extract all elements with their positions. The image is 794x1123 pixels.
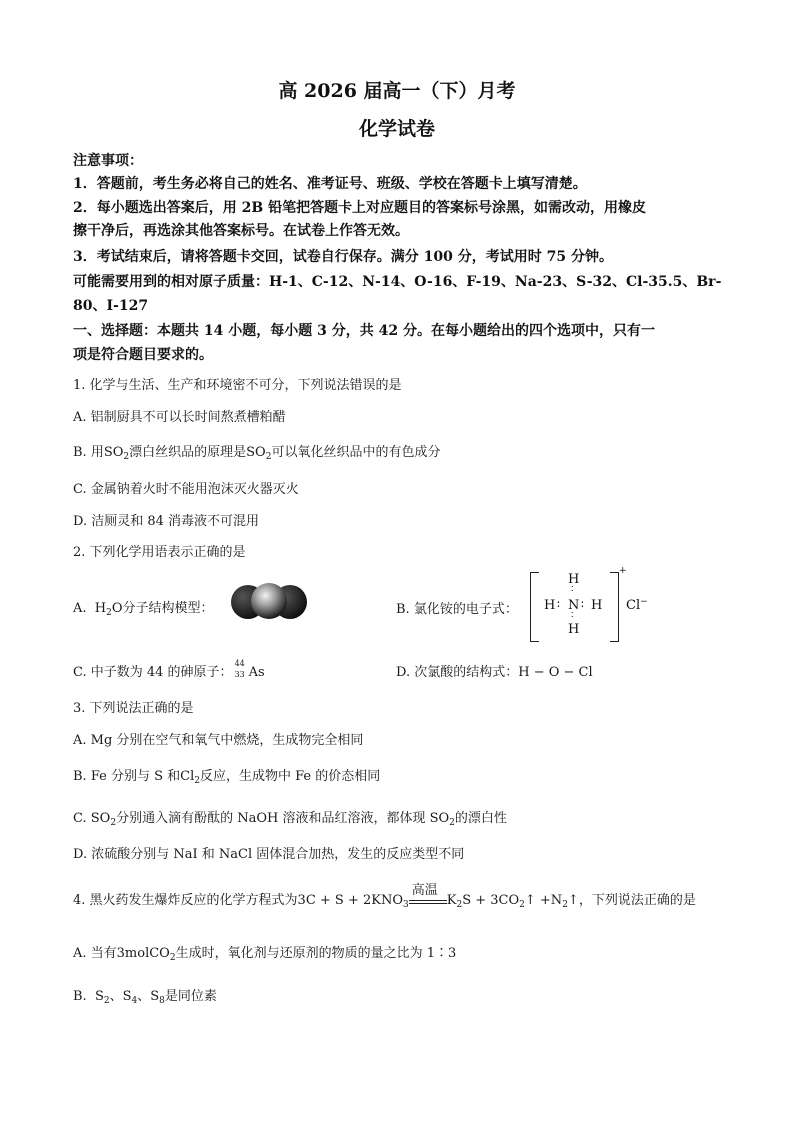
notice-heading: 注意事项：: [73, 153, 143, 169]
q3-option-c: C. $SO_2$分别通入滴有酚酞的 NaOH 溶液和品红溶液，都体现 $SO_2$的漂白性: [73, 811, 507, 828]
q1-option-b: B. 用$SO_2$漂白丝织品的原理是$SO_2$可以氧化丝织品中的有色成分: [73, 445, 441, 462]
section-heading-cont: 项是符合题目要求的。: [73, 347, 213, 363]
notice-item-2-cont: 擦干净后，再选涂其他答案标号。在试卷上作答无效。: [73, 223, 409, 239]
q2-option-b: B. 氯化铵的电子式：: [396, 602, 518, 617]
q4-option-a: A. 当有3molCO$_2$生成时，氧化剂与还原剂的物质的量之比为 1∶3: [73, 946, 457, 963]
arsenic-isotope: 44 33: [234, 659, 245, 679]
q1-option-c: C. 金属钠着火时不能用泡沫灭火器灭火: [73, 482, 299, 497]
q2-option-a: A. $H_2O$分子结构模型：: [73, 601, 214, 618]
left-bracket: [530, 572, 539, 642]
notice-item-2: 2．每小题选出答案后，用 2B 铅笔把答题卡上对应题目的答案标号涂黑，如需改动，用橡皮: [73, 200, 647, 216]
q1-stem: 1. 化学与生活、生产和环境密不可分，下列说法错误的是: [73, 378, 402, 393]
ed-h-right: H: [591, 598, 603, 613]
q3-option-a: A. Mg 分别在空气和氧气中燃烧，生成物完全相同: [73, 733, 364, 748]
q1-option-a: A. 铝制厨具不可以长时间熬煮槽粕醋: [73, 410, 286, 425]
q3-option-d: D. 浓硫酸分别与 NaI 和 NaCl 固体混合加热，发生的反应类型不同: [73, 847, 465, 862]
exam-subtitle: 化学试卷: [358, 118, 435, 140]
q2-option-c: C. 中子数为 44 的砷原子： 44 33 As: [73, 659, 265, 680]
atomic-masses: 可能需要用到的相对原子质量：H-1、C-12、N-14、O-16、F-19、Na-23、S-32、Cl-35.5、Br-: [73, 274, 722, 290]
reaction-condition: 高温: [409, 895, 447, 904]
exam-title: 高 2026 届高一（下）月考: [278, 80, 516, 102]
ammonium-chloride-electron-formula: [530, 566, 660, 644]
notice-item-1: 1．答题前，考生务必将自己的姓名、准考证号、班级、学校在答题卡上填写清楚。: [73, 176, 587, 192]
ed-h-left: H: [544, 598, 556, 613]
q2-stem: 2. 下列化学用语表示正确的是: [73, 545, 246, 560]
section-heading: 一、选择题：本题共 14 小题，每小题 3 分，共 42 分。在每小题给出的四个选项中，只有一: [73, 323, 655, 339]
ed-plus: +: [619, 566, 627, 576]
q4-option-b: B. $S_2$、$S_4$、$S_8$是同位素: [73, 989, 217, 1006]
q4-stem: 4. 黑火药发生爆炸反应的化学方程式为$3C + S + 2KNO_3$ 高温 $K_2S$ + $3CO_2↑$ $+N_2↑$，下列说法正确的是: [73, 883, 696, 910]
ed-h-bottom: H: [568, 622, 580, 637]
q3-option-b: B. Fe 分别与 S 和$Cl_2$反应，生成物中 Fe 的价态相同: [73, 769, 381, 786]
q1-option-d: D. 洁厕灵和 84 消毒液不可混用: [73, 514, 260, 529]
ed-dots-top: ∶: [571, 584, 574, 595]
ed-dots-left: ∶: [557, 598, 560, 611]
water-molecule-model-icon: [230, 582, 308, 622]
q3-stem: 3. 下列说法正确的是: [73, 701, 194, 716]
atomic-masses-cont: 80、I-127: [73, 298, 149, 314]
ed-n: N: [568, 598, 580, 613]
notice-item-3: 3．考试结束后，请将答题卡交回，试卷自行保存。满分 100 分，考试用时 75 分钟。: [73, 249, 613, 265]
ed-chloride: Cl−: [626, 597, 648, 613]
right-bracket: [610, 572, 619, 642]
ed-dots-right: ∶: [581, 598, 584, 611]
q2-option-d: D. 次氯酸的结构式：H − O − Cl: [396, 665, 593, 680]
ed-h-top: H: [568, 572, 580, 587]
ed-dots-bottom: ∶: [571, 610, 574, 621]
